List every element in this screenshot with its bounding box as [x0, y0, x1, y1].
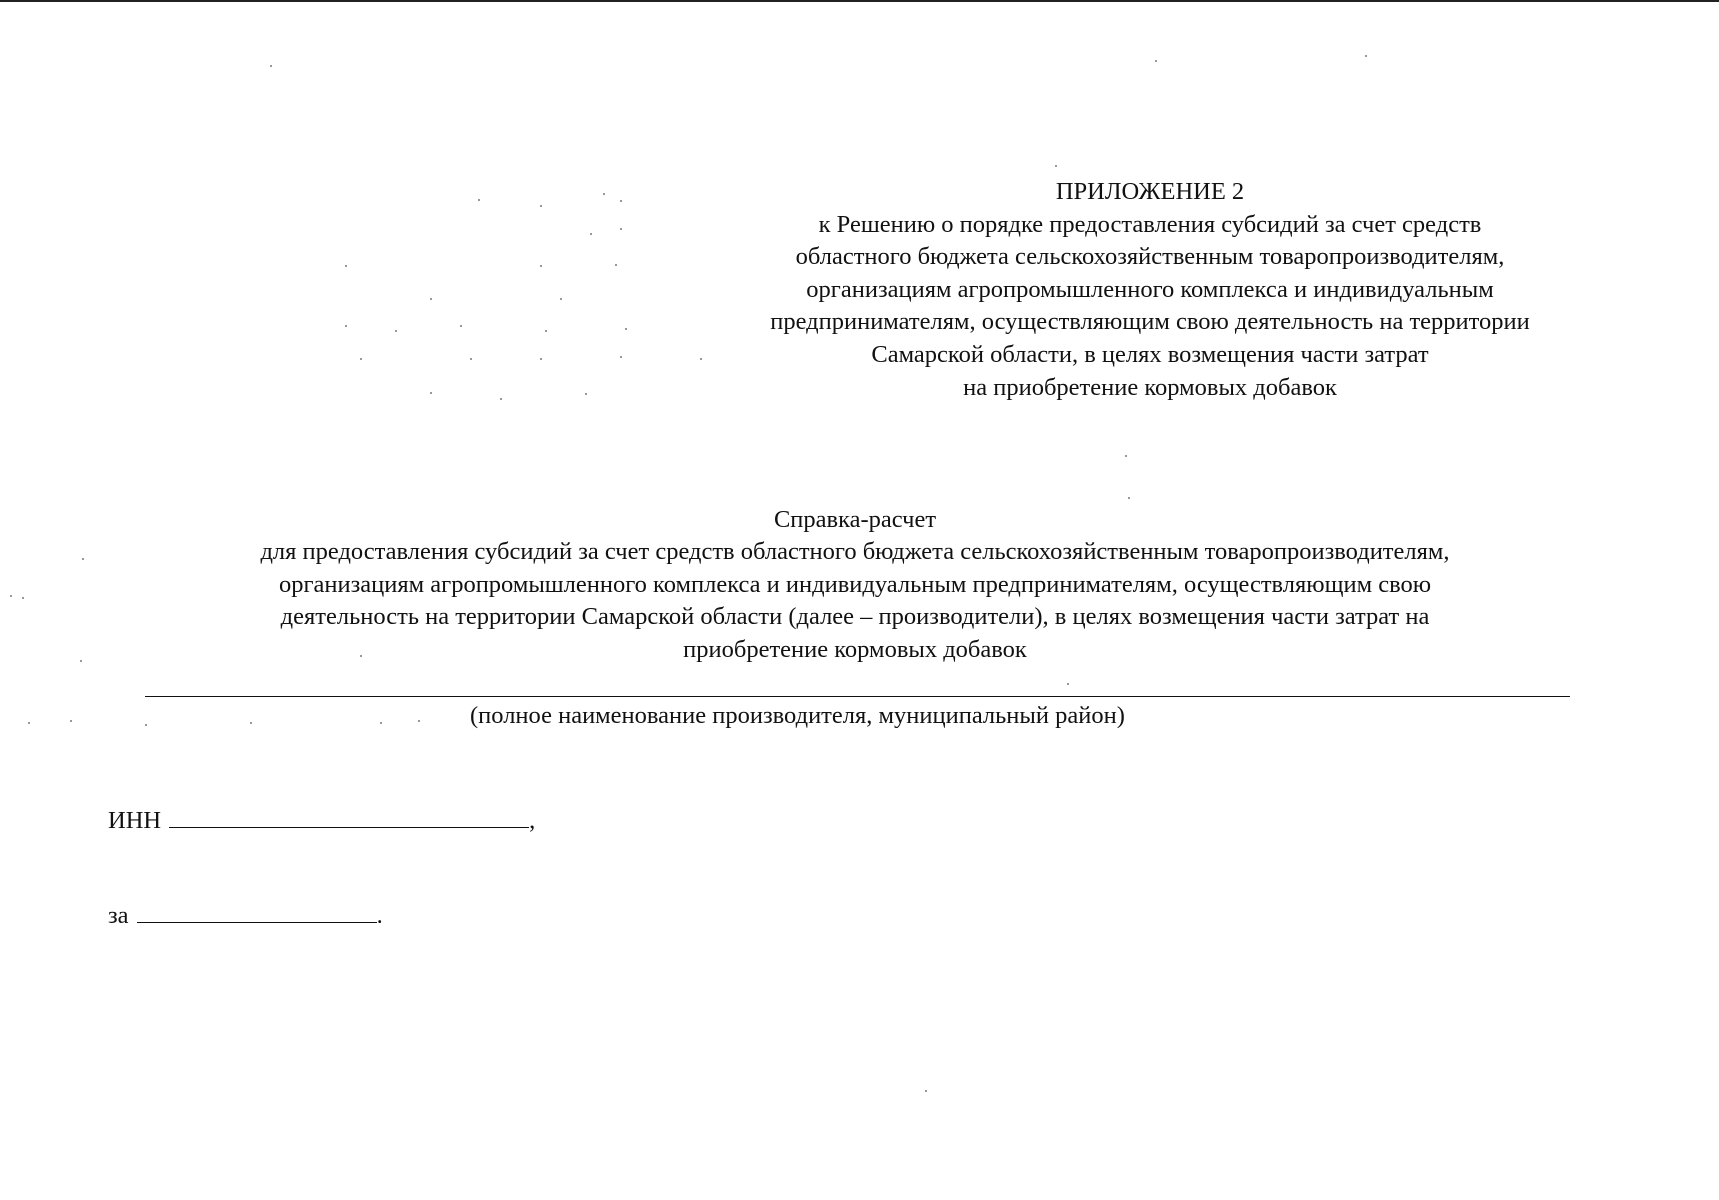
appendix-line: организациям агропромышленного комплекса и индивидуальным — [806, 275, 1494, 303]
appendix-line: предпринимателям, осуществляющим свою деятельность на территории — [770, 308, 1530, 336]
inn-blank[interactable] — [169, 805, 529, 828]
producer-name-blank[interactable] — [145, 696, 1570, 697]
period-row — [108, 900, 383, 931]
appendix-line: областного бюджета сельскохозяйственным товаропроизводителям, — [795, 243, 1505, 271]
heading-line: деятельность на территории Самарской области (далее – производители), в целях возмещения части затрат на — [280, 603, 1430, 631]
heading-title: Справка-расчет — [773, 506, 937, 533]
heading-line: приобретение кормовых добавок — [683, 635, 1027, 663]
appendix-line: к Решению о порядке предоставления субсидий за счет средств — [818, 210, 1482, 238]
inn-row — [108, 805, 535, 836]
appendix-block — [690, 176, 1610, 404]
inn-trailing: , — [529, 807, 536, 834]
inn-label: ИНН — [108, 807, 162, 834]
appendix-title: ПРИЛОЖЕНИЕ 2 — [1055, 178, 1245, 205]
period-trailing: . — [376, 902, 383, 929]
appendix-line: на приобретение кормовых добавок — [963, 373, 1337, 401]
scan-top-edge — [0, 0, 1719, 2]
period-label: за — [108, 902, 129, 929]
document-heading — [100, 504, 1610, 666]
producer-name-caption: (полное наименование производителя, муниципальный район) — [470, 702, 1125, 729]
appendix-line: Самарской области, в целях возмещения части затрат — [871, 340, 1429, 368]
heading-line: для предоставления субсидий за счет средств областного бюджета сельскохозяйственным товаропроизводителям, — [260, 538, 1450, 566]
heading-line: организациям агропромышленного комплекса и индивидуальным предпринимателям, осуществляющим свою — [278, 570, 1432, 598]
period-blank[interactable] — [137, 900, 377, 923]
